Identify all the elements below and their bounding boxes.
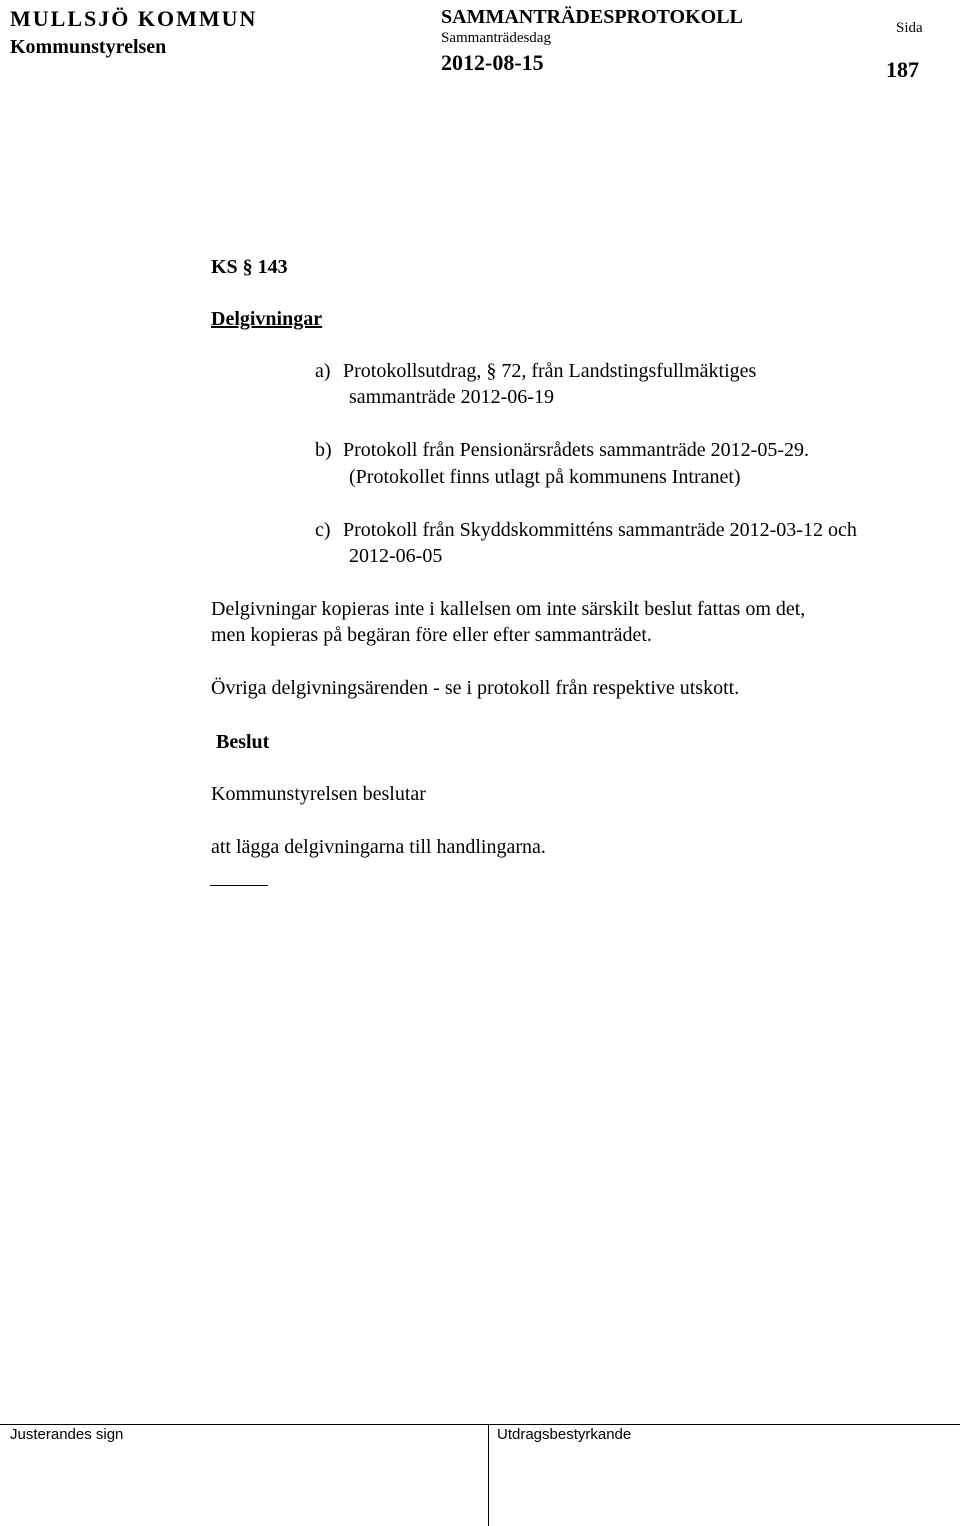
item-c-line-2: 2012-06-05	[349, 545, 443, 567]
signature-label: Justerandes sign	[10, 1426, 124, 1443]
municipality-name: MULLSJÖ KOMMUN	[10, 6, 258, 31]
page-label: Sida	[896, 20, 923, 36]
decision-intro: Kommunstyrelsen beslutar	[211, 783, 426, 805]
item-b-line-2: (Protokollet finns utlagt på kommunens Intranet)	[349, 466, 741, 488]
item-b-marker: b)	[315, 439, 332, 461]
other-matters: Övriga delgivningsärenden - se i protokoll från respektive utskott.	[211, 677, 740, 699]
item-a-marker: a)	[315, 360, 331, 382]
department-name: Kommunstyrelsen	[10, 36, 167, 58]
item-a-line-2: sammanträde 2012-06-19	[349, 386, 554, 408]
note-line-2: men kopieras på begäran före eller efter sammanträdet.	[211, 624, 652, 646]
page-number: 187	[886, 57, 919, 82]
case-title: Delgivningar	[211, 308, 323, 330]
end-rule	[210, 885, 268, 886]
decision-text: att lägga delgivningarna till handlingarna.	[211, 836, 546, 858]
item-c-line-1: Protokoll från Skyddskommitténs sammanträde 2012-03-12 och	[343, 519, 857, 541]
item-b-line-1: Protokoll från Pensionärsrådets sammanträde 2012-05-29.	[343, 439, 810, 461]
item-c-marker: c)	[315, 519, 331, 541]
certification-label: Utdragsbestyrkande	[497, 1426, 632, 1443]
meeting-date: 2012-08-15	[441, 50, 544, 75]
meeting-date-label: Sammanträdesdag	[441, 30, 551, 46]
document-type: SAMMANTRÄDESPROTOKOLL	[441, 6, 743, 28]
decision-heading: Beslut	[216, 731, 270, 753]
footer-divider	[0, 1424, 960, 1425]
footer-column-divider	[488, 1424, 489, 1526]
item-a-line-1: Protokollsutdrag, § 72, från Landstingsfullmäktiges	[343, 360, 757, 382]
case-number: KS § 143	[211, 256, 288, 278]
note-line-1: Delgivningar kopieras inte i kallelsen om inte särskilt beslut fattas om det,	[211, 598, 806, 620]
